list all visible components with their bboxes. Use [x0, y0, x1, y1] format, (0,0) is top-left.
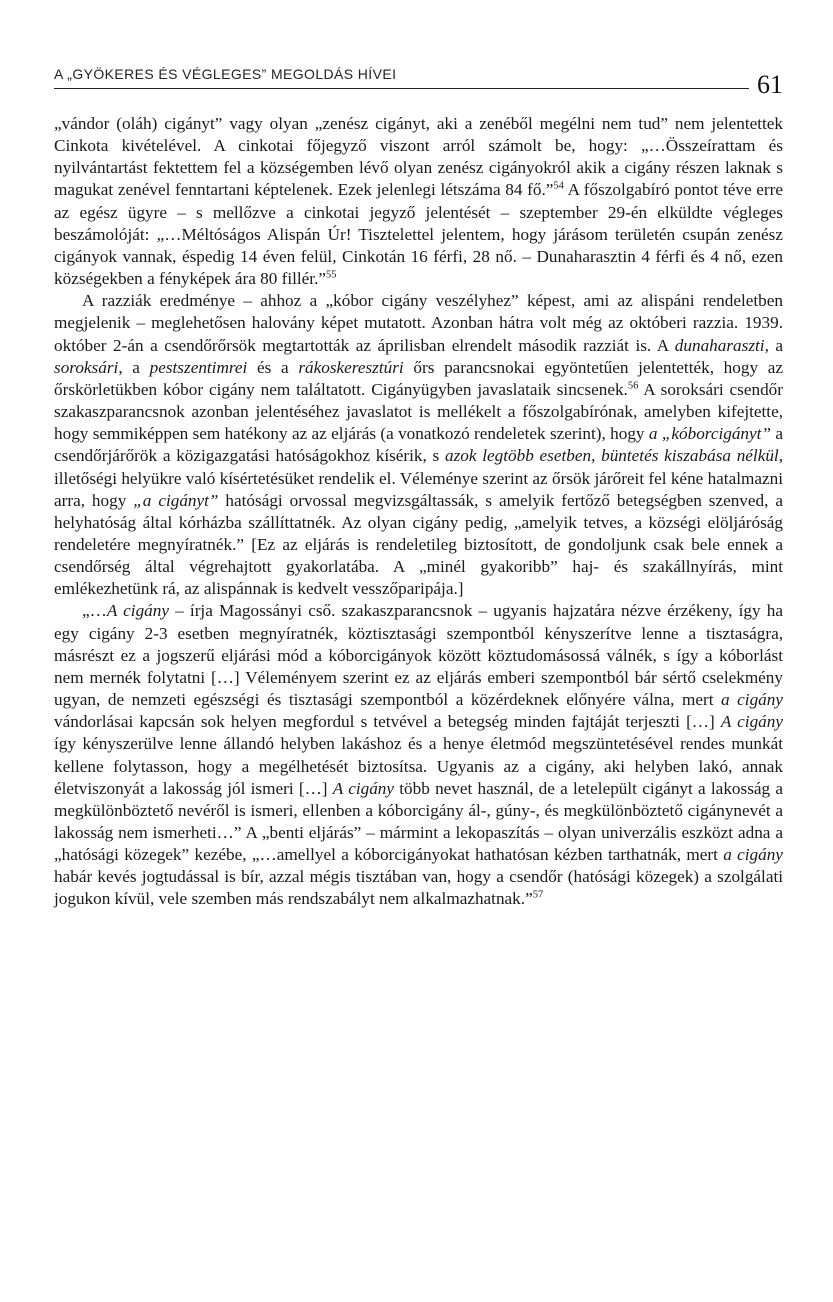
- italic-run: soroksári: [54, 357, 119, 377]
- body-text: [54, 113, 783, 911]
- italic-run: azok legtöbb esetben, büntetés kiszabása nélkül: [444, 446, 779, 466]
- text-run: – írja Magossányi cső. szakaszparancsnok – ugyanis hajzatára nézve érzékeny, így ha egy cigány 2-3 esetben megnyíratnék, köztisztasági szempontból kényszerítve lenne a tisztaságra, másrészt ez a jogszerű eljárási mód a kóborcigányok között köztudomásossá válnék, s így a kóborlást nem mernék folytatni […] Véleményem szerint ez az eljárás emberi szempontból bár sértő cselekmény ugyan, de nemzeti egészségi és tisztasági szempontból a közérdeknek előnyére válna, mert: [54, 601, 783, 710]
- italic-run: A cigány: [720, 712, 783, 732]
- text-run: és a: [247, 357, 299, 377]
- text-run: őrs parancsnokai egyöntetűen jelentették, hogy az őrskörletükben kóbor cigány nem találtatott. Cigányügyben javaslataik sincsenek.: [54, 357, 783, 399]
- text-run: a csendőrjárőrök a közigazgatási hatóságokhoz kísérik, s: [54, 424, 783, 466]
- italic-run: a cigány: [721, 690, 783, 710]
- italic-run: dunaharaszti: [674, 335, 765, 355]
- text-run: , illetőségi helyükre való kísértetésüket rendelik el. Véleménye szerint az őrsök járőreit fel kéne hatalmazni arra, hogy: [54, 446, 784, 510]
- text-run: „vándor (oláh) cigányt” vagy olyan „zenész cigányt, aki a zenéből megélni nem tud” nem jelentettek Cinkota kivételével. A cinkotai főjegyző viszont arról számolt be, hogy: „…Összeírattam és nyilvántartást fektettem fel a községemben lévő olyan zenész cigányokról akik a cigány részen laknak s magukat zenével fenntartani képtelenek. Ezek jelenlegi létszáma 84 fő.”: [54, 114, 783, 200]
- page-header: [54, 58, 783, 99]
- text-run: vándorlásai kapcsán sok helyen megfordul s tetvével a betegség minden fajtáját terjeszti […]: [54, 712, 721, 732]
- footnote-ref-54: 54: [553, 180, 564, 192]
- text-run: A razziák eredménye – ahhoz a „kóbor cigány veszélyhez” képest, ami az alispáni rendeletben megjelenik – meglehetősen halovány képet mutatott. Azonban hátra volt még az októberi razzia. 1939. október 2-án a csendőrőrsök megtartották az áprilisban elrendelt második razziát is. A: [54, 291, 783, 355]
- footnote-ref-55: 55: [326, 269, 337, 281]
- paragraph-3: [54, 600, 783, 910]
- text-run: A főszolgabíró pontot téve erre az egész ügyre – s mellőzve a cinkotai jegyző jelentését – szeptember 29-én elküldte végleges beszámolóját: „…Méltóságos Alispán Úr! Tisztelettel jelentem, hogy járásom területén csupán zenész cigányok vannak, éspedig 14 éven felül, Cinkotán 16 férfi, 28 nő. – Dunaharasztin 4 férfi és 4 nő, ezen községekben a fényképek ára 80 fillér.”: [54, 180, 783, 289]
- page-number: 61: [749, 70, 783, 100]
- running-head: A „GYÖKERES ÉS VÉGLEGES” MEGOLDÁS HÍVEI: [54, 66, 397, 82]
- paragraph-1: [54, 113, 783, 290]
- italic-run: „a cigányt”: [133, 490, 219, 510]
- italic-run: rákoskeresztúri: [298, 357, 404, 377]
- text-run: hatósági orvossal megvizsgáltassák, s amelyik fertőző betegségben szenved, a helyhatóság által kórházba szállíttatnék. Az olyan cigány pedig, „amelyik tetves, a községi elöljáróság rendeletére megnyíratnék.” [Ez az eljárás is rendeletileg biztosított, de gondoljunk csak bele ennek a csendőrség által végrehajtott gyakorlatába. A „minél gyakoribb” haj- és szakállnyírás, mint emlékezhetünk rá, az alispánnak is kedvelt vesszőparipája.]: [54, 490, 783, 599]
- text-run: több nevet használ, de a letelepült cigányt a lakosság a megkülönböztető nevéről is ismeri, ellenben a kóborcigány ál-, gúny-, és megkülönböztető cigánynevét a lakosság nem ismerheti…” A „benti eljárás” – mármint a lekopaszítás – olyan univerzális eszközt adna a „hatósági közegek” kezébe, „…amellyel a kóborcigányokat hathatósan kézben tarthatnák, mert: [54, 778, 783, 865]
- text-run: így kényszerülve lenne állandó helyben lakáshoz és a henye életmód megszüntetésével rendes munkát kellene folytasson, hogy a megélhetését biztosítsa. Ugyanis az a cigány, aki helyben lakó, annak életviszonyát a lakosság jól ismeri […]: [54, 734, 783, 798]
- text-run: A soroksári csendőr szakaszparancsnok azonban jelentéséhez javaslatot is mellékelt a főszolgabírónak, amelyben kifejtette, hogy semmiképpen sem hatékony az az eljárás (a vonatkozó rendeletek szerint), hogy: [54, 379, 783, 444]
- footnote-ref-56: 56: [627, 380, 639, 392]
- italic-run: A cigány: [332, 778, 395, 798]
- footnote-ref-57: 57: [532, 889, 544, 901]
- text-run: , a: [764, 335, 783, 355]
- text-run: habár kevés jogtudással is bír, azzal mégis tisztában van, hogy a csendőr (hatósági közegek) a szolgálati jogukon kívül, vele szemben más rendszabályt nem alkalmazhatnak.”: [54, 867, 783, 909]
- text-run: „…: [82, 601, 107, 621]
- italic-run: pestszentimrei: [149, 357, 248, 377]
- italic-run: a cigány: [723, 845, 783, 865]
- paragraph-2: [54, 290, 783, 600]
- italic-run: a „kóborcigányt”: [648, 424, 771, 444]
- text-run: , a: [118, 357, 150, 377]
- italic-run: A cigány: [106, 601, 169, 621]
